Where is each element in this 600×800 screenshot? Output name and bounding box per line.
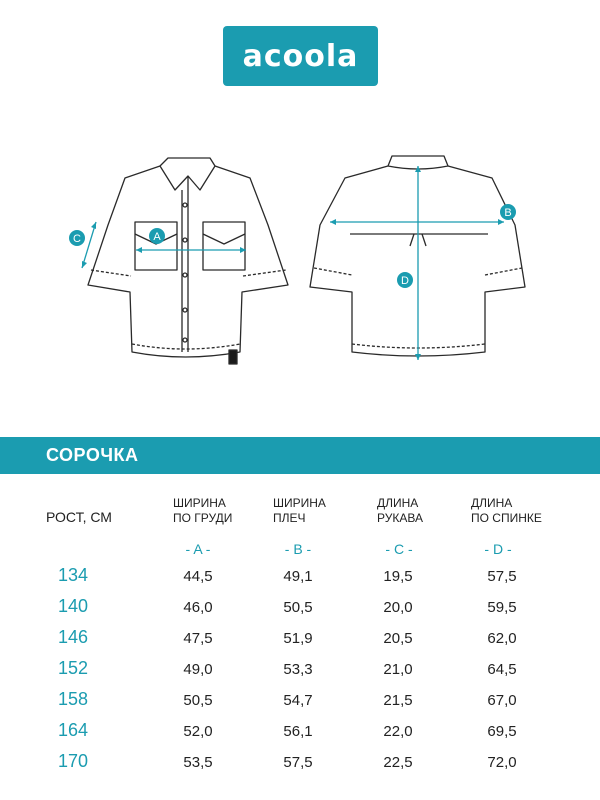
code-c: - C -: [385, 541, 413, 557]
header-height-label: РОСТ, СМ: [46, 509, 112, 525]
row-value-d: 64,5: [487, 661, 517, 678]
header-back-line1: ДЛИНА: [471, 496, 513, 510]
measure-label-b: [500, 204, 516, 220]
row-value-c: 21,0: [383, 661, 413, 678]
header-back-line2: ПО СПИНКЕ: [471, 511, 542, 525]
row-value-c: 20,5: [383, 630, 413, 647]
brand-logo-text: acoola: [242, 38, 359, 74]
row-value-c: 19,5: [383, 568, 413, 585]
row-value-a: 50,5: [183, 692, 213, 709]
row-value-a: 53,5: [183, 754, 213, 771]
measure-label-a: [149, 228, 165, 244]
row-value-c: 20,0: [383, 599, 413, 616]
code-b: - B -: [284, 541, 312, 557]
row-value-a: 49,0: [183, 661, 213, 678]
table-row: [0, 720, 600, 744]
section-title: СОРОЧКА: [46, 445, 139, 465]
row-value-b: 50,5: [283, 599, 313, 616]
table-row: [0, 751, 600, 775]
row-value-a: 46,0: [183, 599, 213, 616]
header-shoulder-width: [273, 496, 326, 526]
row-size: 164: [58, 720, 89, 740]
row-value-c: 22,5: [383, 754, 413, 771]
row-value-b: 56,1: [283, 723, 313, 740]
row-value-d: 57,5: [487, 568, 517, 585]
row-value-d: 72,0: [487, 754, 517, 771]
row-value-b: 53,3: [283, 661, 313, 678]
row-value-b: 54,7: [283, 692, 313, 709]
row-value-b: 49,1: [283, 568, 313, 585]
svg-text:C: C: [73, 233, 81, 245]
row-value-d: 59,5: [487, 599, 517, 616]
code-a: - A -: [185, 541, 211, 557]
row-size: 158: [58, 689, 89, 709]
row-value-d: 62,0: [487, 630, 517, 647]
header-shoulder-line2: ПЛЕЧ: [273, 511, 306, 525]
row-value-a: 44,5: [183, 568, 213, 585]
header-sleeve-line2: РУКАВА: [377, 511, 423, 525]
svg-text:D: D: [401, 275, 409, 287]
row-size: 134: [58, 565, 89, 585]
table-row: [0, 658, 600, 682]
row-value-c: 21,5: [383, 692, 413, 709]
header-height: [46, 510, 112, 525]
code-d: - D -: [484, 541, 512, 557]
row-value-d: 67,0: [487, 692, 517, 709]
header-chest-line1: ШИРИНА: [173, 496, 226, 510]
row-value-c: 22,0: [383, 723, 413, 740]
row-size: 170: [58, 751, 89, 771]
shirt-front-drawing: [88, 158, 288, 364]
header-shoulder-line1: ШИРИНА: [273, 496, 326, 510]
header-chest-width: [173, 496, 232, 526]
row-value-b: 57,5: [283, 754, 313, 771]
row-value-a: 47,5: [183, 630, 213, 647]
row-size: 140: [58, 596, 89, 616]
row-size: 152: [58, 658, 89, 678]
header-sleeve-line1: ДЛИНА: [377, 496, 419, 510]
row-value-b: 51,9: [283, 630, 313, 647]
row-value-a: 52,0: [183, 723, 213, 740]
row-value-d: 69,5: [487, 723, 517, 740]
header-back-length: [471, 496, 542, 526]
svg-text:B: B: [504, 207, 512, 219]
table-row: [0, 565, 600, 589]
table-row: [0, 627, 600, 651]
svg-text:A: A: [153, 231, 161, 243]
section-banner: [0, 437, 600, 474]
header-sleeve-length: [377, 496, 423, 526]
table-row: [0, 689, 600, 713]
measure-label-d: [397, 272, 413, 288]
row-size: 146: [58, 627, 89, 647]
header-chest-line2: ПО ГРУДИ: [173, 511, 233, 525]
measure-label-c: [69, 230, 85, 246]
table-row: [0, 596, 600, 620]
